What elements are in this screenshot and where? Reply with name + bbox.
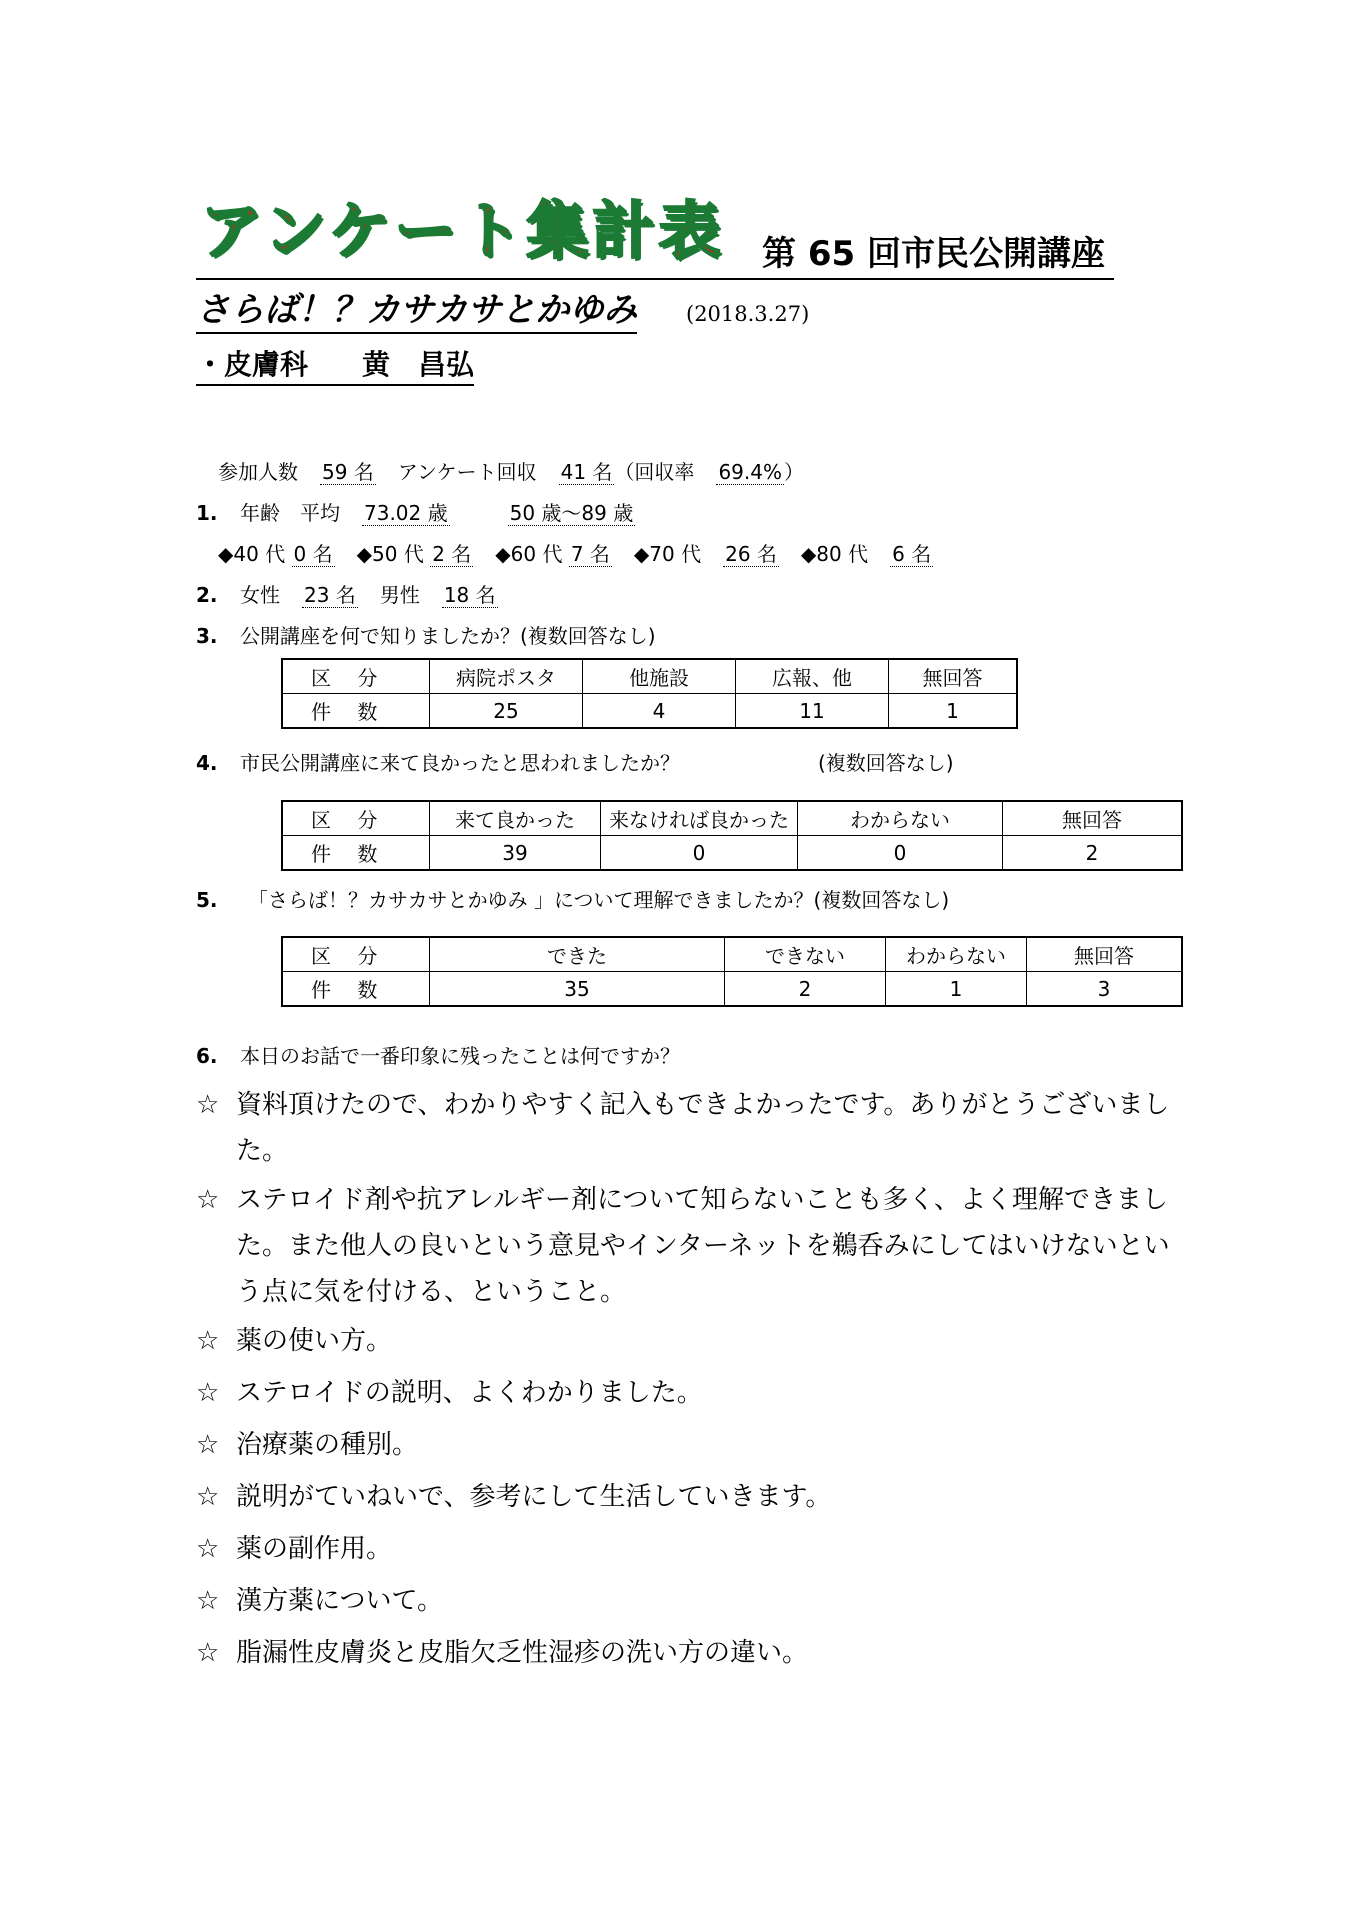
- comment-item: [196, 1630, 1186, 1676]
- row-header: 区 分: [282, 937, 430, 972]
- q1-number: 1.: [196, 501, 218, 525]
- table-header-cell: できた: [430, 937, 725, 972]
- star-icon: ☆: [196, 1638, 220, 1668]
- q3-question: 公開講座を何で知りましたか？(複数回答なし): [240, 624, 656, 648]
- q4-number: 4.: [196, 751, 218, 775]
- comment-text: 薬の副作用。: [236, 1534, 393, 1564]
- q1-line: [196, 503, 635, 523]
- speaker-line: [196, 348, 474, 386]
- comment-item: [196, 1526, 1186, 1572]
- row-header: 区 分: [282, 801, 430, 836]
- table-header-cell: わからない: [886, 937, 1027, 972]
- age-group-label: ◆50 代: [356, 542, 424, 566]
- lecture-title: さらば！？カサカサとかゆみ: [196, 290, 637, 334]
- rate-value: 69.4%: [718, 460, 782, 484]
- row-header: 件 数: [282, 972, 430, 1007]
- main-title: アンケート集計表: [200, 194, 725, 267]
- q4-note: (複数回答なし): [818, 751, 954, 775]
- q2-number: 2.: [196, 583, 218, 607]
- attendance-line: [218, 462, 804, 482]
- table-row: [282, 937, 1182, 972]
- age-group-label: ◆40 代: [218, 542, 286, 566]
- collected-value: 41 名: [560, 460, 613, 484]
- comment-item: [196, 1474, 1186, 1520]
- participants-value: 59 名: [322, 460, 374, 484]
- table-header-cell: 無回答: [1003, 801, 1183, 836]
- table-header-cell: 広報、他: [736, 659, 889, 694]
- row-header: 件 数: [282, 694, 430, 729]
- star-icon: ☆: [196, 1430, 220, 1460]
- table-cell: 4: [583, 694, 736, 729]
- table-row: [282, 801, 1182, 836]
- comment-item: [196, 1177, 1186, 1315]
- comment-item: [196, 1318, 1186, 1364]
- table-cell: 11: [736, 694, 889, 729]
- table-cell: 0: [601, 836, 798, 871]
- age-group-value: 6 名: [892, 542, 932, 566]
- q1-age-groups: [218, 544, 933, 564]
- q3-number: 3.: [196, 624, 218, 648]
- table-row: [282, 659, 1017, 694]
- table-row: [282, 694, 1017, 729]
- comment-text: 資料頂けたので、わかりやすく記入もできよかったです。ありがとうございました。: [236, 1090, 1170, 1166]
- comment-text: 薬の使い方。: [236, 1326, 393, 1356]
- q4-table: [281, 800, 1183, 871]
- q3-table: [281, 658, 1018, 729]
- male-label: 男性: [379, 583, 420, 607]
- table-cell: 39: [430, 836, 601, 871]
- table-row: [282, 972, 1182, 1007]
- age-group-value: 2 名: [432, 542, 472, 566]
- collected-label: アンケート回収: [397, 460, 537, 484]
- star-icon: ☆: [196, 1378, 220, 1408]
- department: ・皮膚科: [196, 348, 309, 381]
- comment-text: ステロイド剤や抗アレルギー剤について知らないことも多く、よく理解できました。また他人の良いという意見やインターネットを鵜呑みにしてはいけないという点に気を付ける、ということ。: [236, 1185, 1170, 1307]
- table-header-cell: わからない: [798, 801, 1003, 836]
- q1-average: 73.02 歳: [364, 501, 448, 525]
- table-cell: 1: [889, 694, 1018, 729]
- comment-item: [196, 1578, 1186, 1624]
- table-header-cell: 無回答: [889, 659, 1018, 694]
- comment-item: [196, 1422, 1186, 1468]
- speaker-name: 黄 昌弘: [362, 348, 475, 381]
- row-header: 区 分: [282, 659, 430, 694]
- table-cell: 1: [886, 972, 1027, 1007]
- table-cell: 25: [430, 694, 583, 729]
- participants-label: 参加人数: [218, 460, 298, 484]
- age-group-label: ◆70 代: [633, 542, 702, 566]
- table-header-cell: 来て良かった: [430, 801, 601, 836]
- q5-question: 「さらば！？カサカサとかゆみ 」について理解できましたか？(複数回答なし): [248, 888, 950, 912]
- table-header-cell: 無回答: [1027, 937, 1183, 972]
- age-group-value: 7 名: [570, 542, 610, 566]
- table-header-cell: 他施設: [583, 659, 736, 694]
- q4-line: [196, 753, 680, 773]
- age-group-label: ◆60 代: [495, 542, 563, 566]
- q6-line: [196, 1046, 680, 1066]
- age-group-value: 0 名: [293, 542, 333, 566]
- table-header-cell: 来なければ良かった: [601, 801, 798, 836]
- q6-question: 本日のお話で一番印象に残ったことは何ですか？: [240, 1044, 680, 1068]
- row-header: 件 数: [282, 836, 430, 871]
- comment-text: 治療薬の種別。: [236, 1430, 419, 1460]
- q6-number: 6.: [196, 1044, 218, 1068]
- q1-range: 50 歳～89 歳: [509, 501, 634, 525]
- male-value: 18 名: [443, 583, 496, 607]
- comment-text: ステロイドの説明、よくわかりました。: [236, 1378, 703, 1408]
- table-header-cell: 病院ポスタ: [430, 659, 583, 694]
- comment-item: [196, 1370, 1186, 1416]
- comment-item: [196, 1082, 1186, 1174]
- age-group-label: ◆80 代: [800, 542, 869, 566]
- star-icon: ☆: [196, 1090, 220, 1120]
- rate-close: ）: [783, 460, 804, 484]
- table-cell: 3: [1027, 972, 1183, 1007]
- female-label: 女性: [240, 583, 280, 607]
- table-cell: 0: [798, 836, 1003, 871]
- session-title: 第 65 回市民公開講座: [762, 234, 1105, 274]
- q2-line: [196, 585, 498, 605]
- q5-table: [281, 936, 1183, 1007]
- q5-line: [196, 890, 949, 910]
- age-group-value: 26 名: [725, 542, 777, 566]
- q5-number: 5.: [196, 888, 218, 912]
- table-row: [282, 836, 1182, 871]
- comment-text: 説明がていねいで、参考にして生活していきます。: [236, 1482, 832, 1512]
- q3-line: [196, 626, 656, 646]
- comment-text: 脂漏性皮膚炎と皮脂欠乏性湿疹の洗い方の違い。: [236, 1638, 809, 1668]
- lecture-date: (2018.3.27): [686, 302, 810, 326]
- title-underline: [196, 278, 1114, 280]
- comment-text: 漢方薬について。: [236, 1586, 443, 1616]
- star-icon: ☆: [196, 1326, 220, 1356]
- female-value: 23 名: [304, 583, 356, 607]
- table-cell: 2: [725, 972, 886, 1007]
- star-icon: ☆: [196, 1586, 220, 1616]
- star-icon: ☆: [196, 1482, 220, 1512]
- q4-question: 市民公開講座に来て良かったと思われましたか？: [240, 751, 680, 775]
- table-cell: 35: [430, 972, 725, 1007]
- star-icon: ☆: [196, 1534, 220, 1564]
- star-icon: ☆: [196, 1185, 220, 1215]
- rate-label: （回収率: [614, 460, 695, 484]
- q1-label: 年齢 平均: [240, 501, 340, 525]
- table-header-cell: できない: [725, 937, 886, 972]
- table-cell: 2: [1003, 836, 1183, 871]
